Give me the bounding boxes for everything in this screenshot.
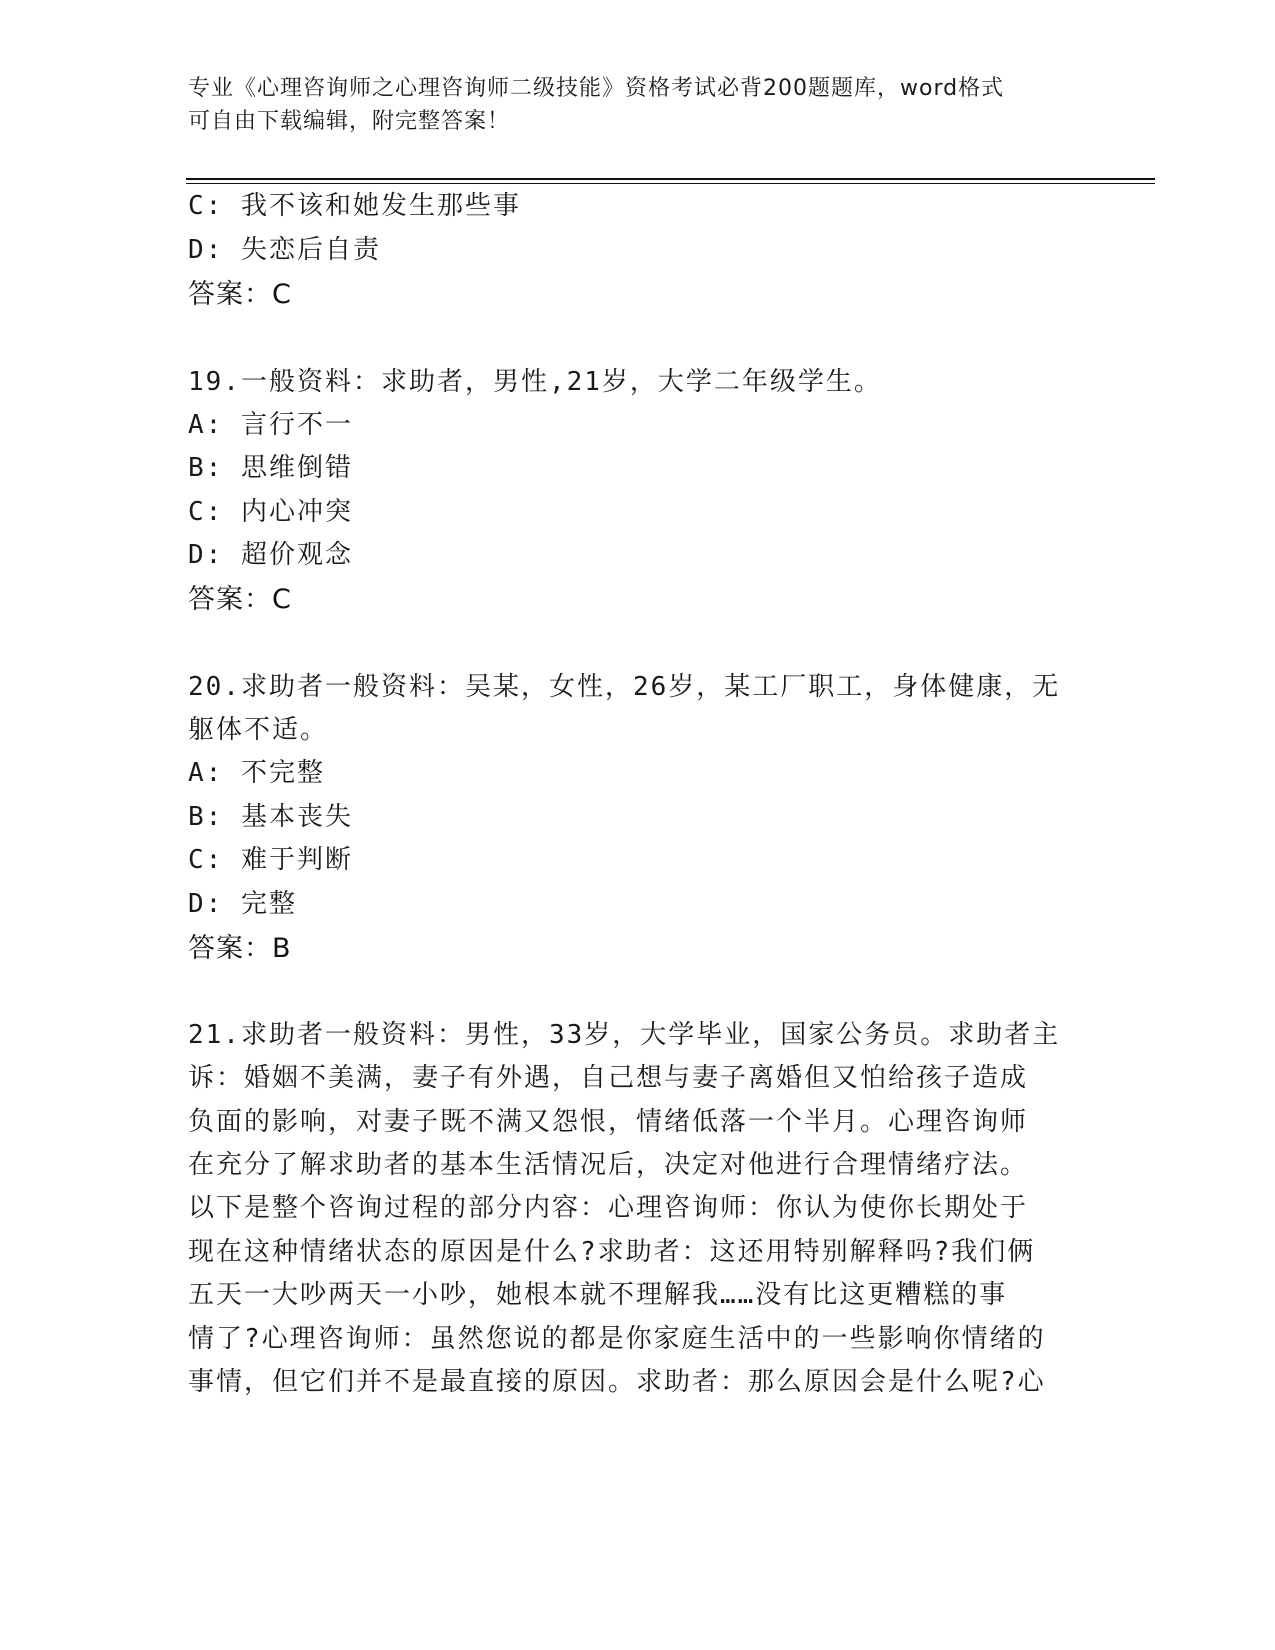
- header-line-2: 可自由下载编辑，附完整答案！: [188, 109, 511, 134]
- q21-stem-line-3: 负面的影响，对妻子既不满又怨恨，情绪低落一个半月。心理咨询师: [188, 1107, 1029, 1137]
- q21-stem-line-5: 以下是整个咨询过程的部分内容：心理咨询师：你认为使你长期处于: [188, 1193, 1029, 1223]
- q18-option-d: D: 失恋后自责: [188, 235, 381, 265]
- header-rule-thick: [186, 178, 1155, 180]
- q21-stem-line-8: 情了?心理咨询师：虽然您说的都是你家庭生活中的一些影响你情绪的: [188, 1324, 1046, 1354]
- q19-stem: 19.一般资料：求助者，男性,21岁，大学二年级学生。: [188, 367, 882, 397]
- header-rule-thin: [186, 183, 1155, 184]
- q19-option-a: A: 言行不一: [188, 410, 353, 440]
- q20-option-a: A: 不完整: [188, 758, 325, 788]
- q18-option-c: C: 我不该和她发生那些事: [188, 191, 521, 221]
- q18-answer: 答案：C: [188, 279, 292, 310]
- q21-stem-line-1: 21.求助者一般资料：男性，33岁，大学毕业，国家公务员。求助者主: [188, 1020, 1061, 1050]
- q20-option-c: C: 难于判断: [188, 845, 353, 875]
- page-header: [188, 72, 1068, 138]
- q20-stem-line-1: 20.求助者一般资料：吴某，女性，26岁，某工厂职工，身体健康，无: [188, 672, 1061, 702]
- q20-stem-line-2: 躯体不适。: [188, 715, 329, 745]
- q19-option-d: D: 超价观念: [188, 540, 353, 570]
- q21-stem-line-2: 诉：婚姻不美满，妻子有外遇，自己想与妻子离婚但又怕给孩子造成: [188, 1063, 1029, 1093]
- q21-stem-line-6: 现在这种情绪状态的原因是什么?求助者：这还用特别解释吗?我们俩: [188, 1237, 1036, 1267]
- q20-answer: 答案：B: [188, 933, 292, 964]
- header-line-1: 专业《心理咨询师之心理咨询师二级技能》资格考试必背200题题库，word格式: [188, 76, 1005, 101]
- q20-option-b: B: 基本丧失: [188, 802, 353, 832]
- q19-option-c: C: 内心冲突: [188, 497, 353, 527]
- q21-stem-line-9: 事情，但它们并不是最直接的原因。求助者：那么原因会是什么呢?心: [188, 1367, 1046, 1397]
- q21-stem-line-4: 在充分了解求助者的基本生活情况后，决定对他进行合理情绪疗法。: [188, 1150, 1029, 1180]
- q19-answer: 答案：C: [188, 584, 292, 615]
- q21-stem-line-7: 五天一大吵两天一小吵，她根本就不理解我……没有比这更糟糕的事: [188, 1280, 1008, 1310]
- q19-option-b: B: 思维倒错: [188, 453, 353, 483]
- q20-option-d: D: 完整: [188, 889, 297, 919]
